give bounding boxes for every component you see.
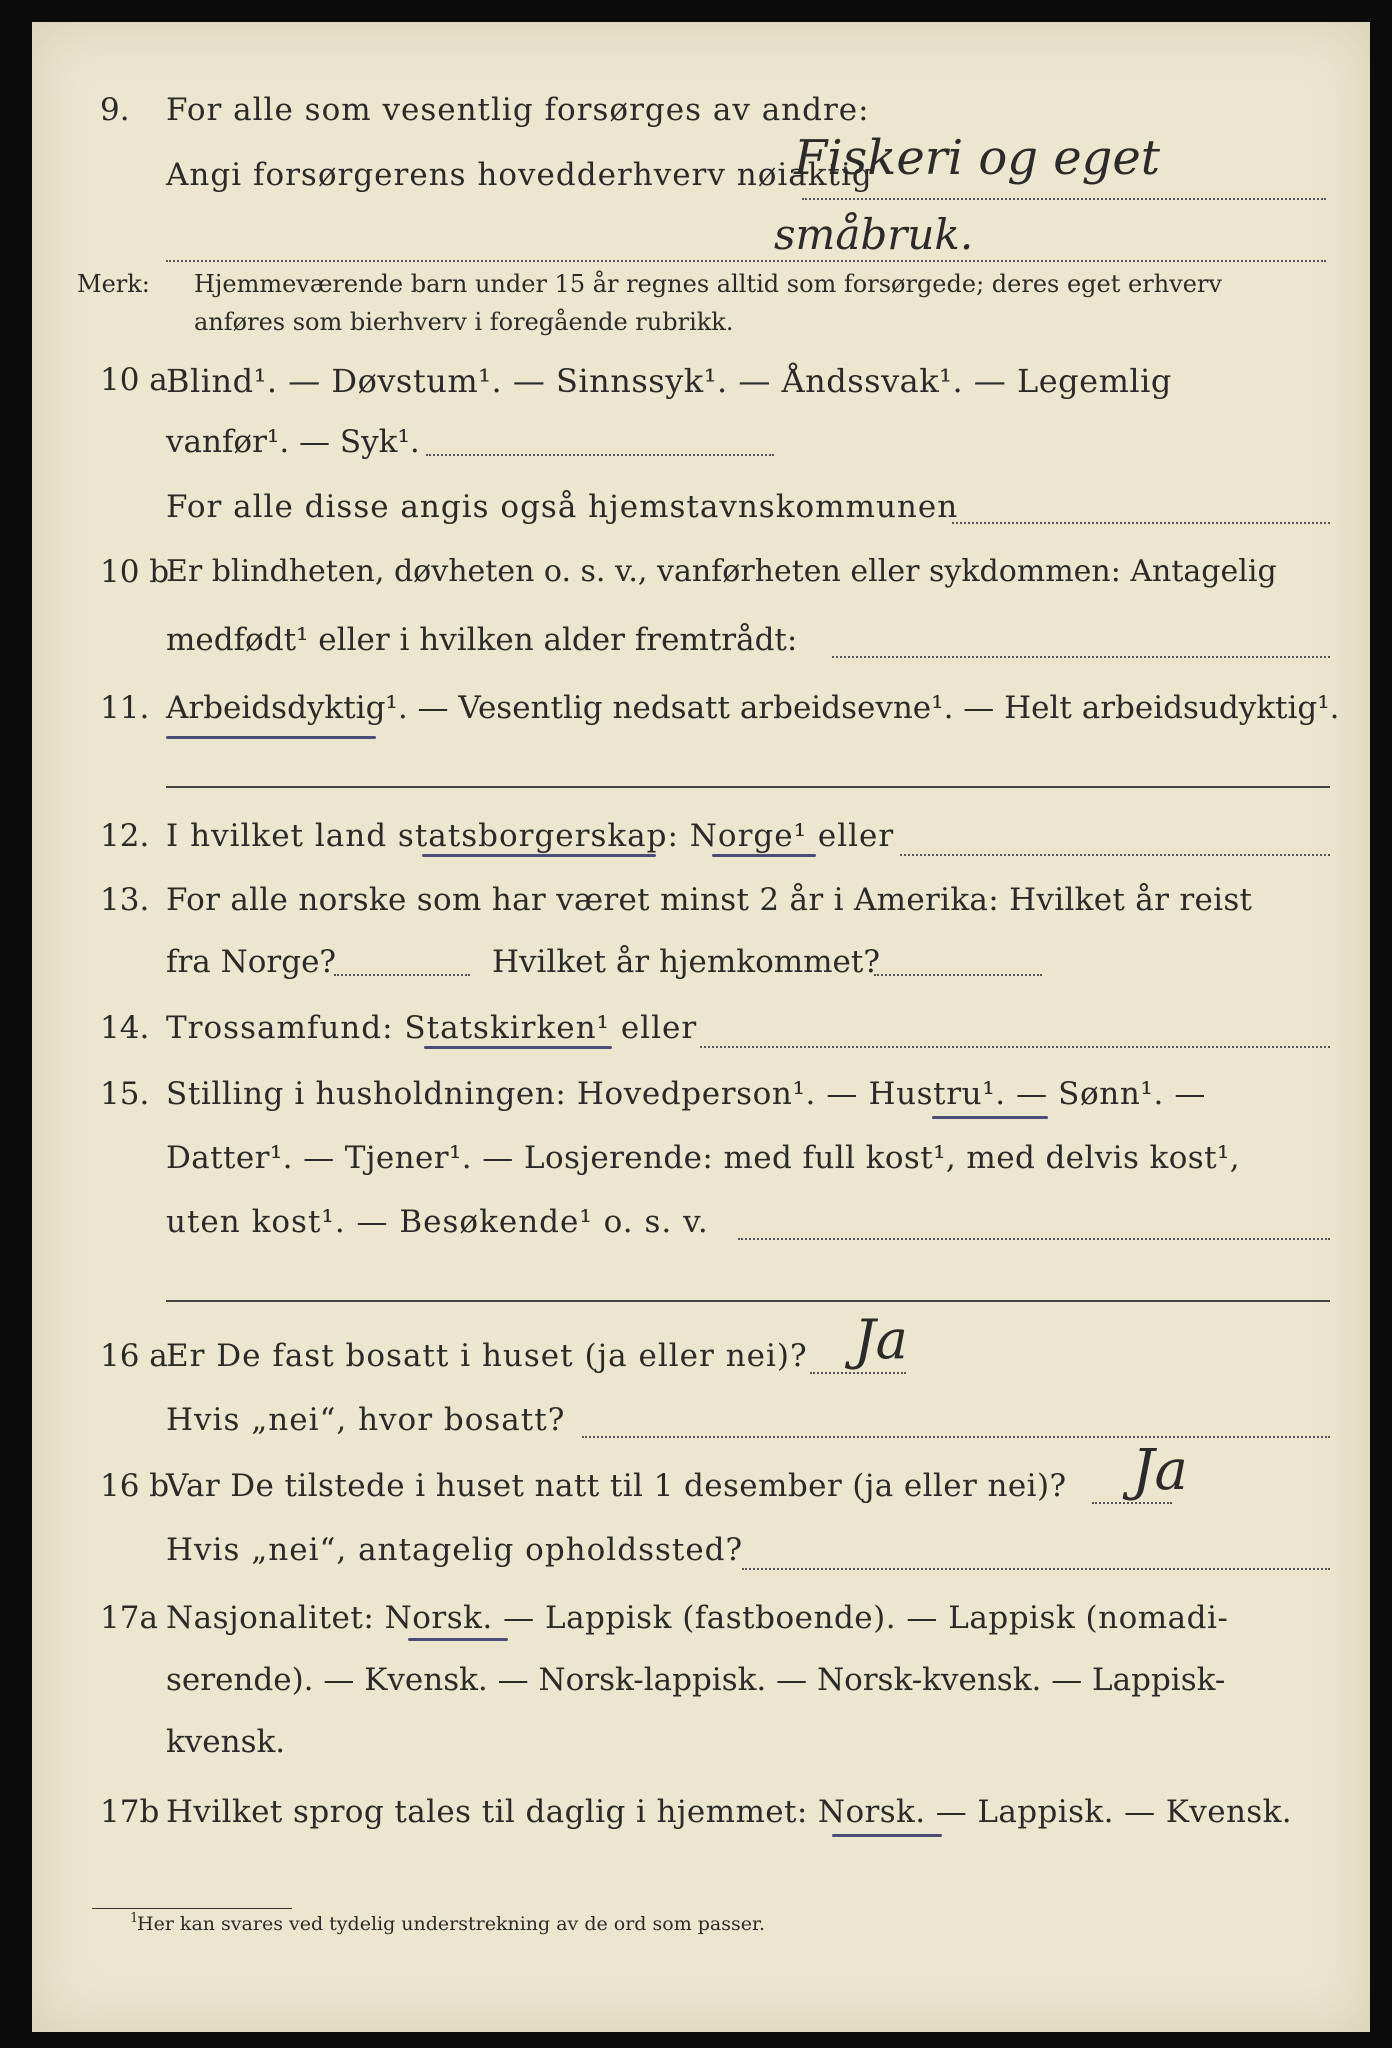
question-text: Blind¹. — Døvstum¹. — Sinnssyk¹. — Åndssvak¹. — Legemlig xyxy=(166,362,1172,400)
question-14 xyxy=(32,1008,1370,1064)
question-10a xyxy=(32,360,1370,416)
question-text: Trossamfund: Statskirken¹ eller xyxy=(166,1010,698,1046)
divider xyxy=(166,1300,1330,1302)
answer-line xyxy=(810,1372,906,1374)
question-17a xyxy=(32,1598,1370,1654)
answer-underline xyxy=(424,1046,612,1049)
question-text: Arbeidsdyktig¹. — Vesentlig nedsatt arbeidsevne¹. — Helt arbeidsudyktig¹. xyxy=(166,690,1340,726)
handwritten-answer: Ja xyxy=(1132,1438,1188,1503)
question-number: 10 b xyxy=(100,554,170,590)
question-text: Nasjonalitet: Norsk. — Lappisk (fastboende). — Lappisk (nomadi- xyxy=(166,1600,1229,1636)
question-text: kvensk. xyxy=(166,1724,286,1760)
question-9 xyxy=(32,90,1370,146)
question-10b-line2 xyxy=(32,620,1370,676)
question-text: medfødt¹ eller i hvilken alder fremtrådt: xyxy=(166,622,798,658)
question-17a-line2 xyxy=(32,1660,1370,1716)
question-15 xyxy=(32,1074,1370,1130)
question-text: serende). — Kvensk. — Norsk-lappisk. — Norsk-kvensk. — Lappisk- xyxy=(166,1662,1226,1698)
answer-underline xyxy=(408,1638,508,1641)
question-10b xyxy=(32,552,1370,608)
question-number: 13. xyxy=(100,882,150,918)
question-16a xyxy=(32,1336,1370,1392)
question-text: uten kost¹. — Besøkende¹ o. s. v. xyxy=(166,1204,709,1240)
handwritten-answer: Ja xyxy=(854,1308,908,1371)
question-number: 9. xyxy=(100,92,130,128)
note xyxy=(32,268,1370,336)
question-text: For alle norske som har været minst 2 år i Amerika: Hvilket år reist xyxy=(166,882,1253,918)
question-text: For alle som vesentlig forsørges av andre: xyxy=(166,92,870,128)
question-text: Stilling i husholdningen: Hovedperson¹. — Hustru¹. — Sønn¹. — xyxy=(166,1076,1206,1112)
question-number: 14. xyxy=(100,1010,150,1046)
answer-line xyxy=(738,1238,1330,1240)
question-text: Hvis „nei“, antagelig opholdssted? xyxy=(166,1532,744,1568)
note-text: anføres som bierhverv i foregående rubrikk. xyxy=(194,308,734,336)
question-number: 16 a xyxy=(100,1338,168,1374)
footnote-text: Her kan svares ved tydelig understrekning av de ord som passer. xyxy=(137,1913,766,1935)
handwritten-answer: småbruk. xyxy=(774,210,974,259)
answer-line xyxy=(334,974,470,976)
question-number: 15. xyxy=(100,1076,150,1112)
answer-underline xyxy=(166,736,376,739)
answer-underline xyxy=(932,1116,1048,1119)
divider xyxy=(166,786,1330,788)
question-9-line2 xyxy=(32,155,1370,211)
question-text: Hvilket år hjemkommet? xyxy=(492,944,880,980)
question-text: Var De tilstede i huset natt til 1 desember (ja eller nei)? xyxy=(166,1468,1067,1504)
question-text: Er De fast bosatt i huset (ja eller nei)? xyxy=(166,1338,808,1374)
question-15-line3 xyxy=(32,1202,1370,1258)
handwritten-answer: Fiskeri og eget xyxy=(794,130,1161,186)
answer-line xyxy=(166,260,1326,262)
note-text: Hjemmeværende barn under 15 år regnes alltid som forsørgede; deres eget erhverv xyxy=(194,270,1222,298)
form-page xyxy=(32,22,1370,2032)
question-10a-line2 xyxy=(32,422,1370,478)
answer-line xyxy=(426,454,774,456)
answer-line xyxy=(832,656,1330,658)
answer-underline xyxy=(422,854,656,857)
question-text: vanfør¹. — Syk¹. xyxy=(166,424,420,460)
question-12 xyxy=(32,816,1370,872)
answer-underline xyxy=(832,1834,942,1837)
answer-line xyxy=(802,198,1326,200)
question-text: Er blindheten, døvheten o. s. v., vanførheten eller sykdommen: Antagelig xyxy=(166,554,1277,589)
question-number: 17a xyxy=(100,1600,158,1636)
question-text: fra Norge? xyxy=(166,944,337,980)
answer-line xyxy=(900,854,1330,856)
question-number: 16 b xyxy=(100,1468,170,1504)
question-text: I hvilket land statsborgerskap: Norge¹ eller xyxy=(166,818,895,854)
footnote-marker: 1 xyxy=(130,1911,139,1926)
footnote-rule xyxy=(92,1908,292,1909)
question-text: Hvis „nei“, hvor bosatt? xyxy=(166,1402,566,1438)
question-number: 11. xyxy=(100,690,150,726)
question-17b xyxy=(32,1792,1370,1848)
question-text: Angi forsørgerens hovedderhverv nøiaktig xyxy=(166,157,873,193)
question-number: 17b xyxy=(100,1794,160,1830)
answer-underline xyxy=(712,854,816,857)
question-13-line2 xyxy=(32,942,1370,998)
answer-line xyxy=(700,1046,1330,1048)
question-13 xyxy=(32,880,1370,936)
question-17a-line3 xyxy=(32,1722,1370,1778)
answer-line xyxy=(874,974,1042,976)
question-number: 10 a xyxy=(100,362,168,398)
answer-line xyxy=(742,1568,1330,1570)
question-10a-line3 xyxy=(32,487,1370,543)
question-text: For alle disse angis også hjemstavnskommunen xyxy=(166,489,959,525)
note-label: Merk: xyxy=(77,270,150,298)
question-text: Hvilket sprog tales til daglig i hjemmet: Norsk. — Lappisk. — Kvensk. xyxy=(166,1794,1293,1830)
answer-line xyxy=(952,522,1330,524)
question-text: Datter¹. — Tjener¹. — Losjerende: med full kost¹, med delvis kost¹, xyxy=(166,1140,1241,1176)
question-number: 12. xyxy=(100,818,150,854)
question-15-line2 xyxy=(32,1138,1370,1194)
answer-line xyxy=(582,1436,1330,1438)
question-16b-line2 xyxy=(32,1530,1370,1586)
